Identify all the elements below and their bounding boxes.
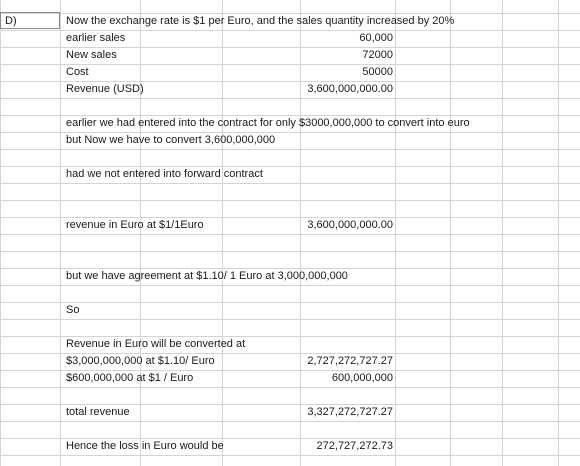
column-divider [395, 0, 396, 466]
cost-label[interactable]: Cost [66, 66, 89, 78]
section-label[interactable]: D) [5, 15, 17, 27]
revenue-euro-label[interactable]: revenue in Euro at $1/1Euro [66, 219, 204, 231]
total-revenue-value[interactable]: 3,327,272,727.27 [307, 406, 393, 418]
earlier-sales-value[interactable]: 60,000 [359, 32, 393, 44]
earlier-sales-label[interactable]: earlier sales [66, 32, 126, 44]
conversion-2-value[interactable]: 600,000,000 [331, 372, 393, 384]
agreement-note[interactable]: but we have agreement at $1.10/ 1 Euro at 3,000,000,000 [66, 270, 348, 282]
note-forward-contract[interactable]: had we not entered into forward contract [66, 168, 263, 180]
heading-cell[interactable]: Now the exchange rate is $1 per Euro, and the sales quantity increased by 20% [66, 15, 455, 27]
cost-value[interactable]: 50000 [362, 66, 393, 78]
conversion-heading[interactable]: Revenue in Euro will be converted at [66, 338, 246, 350]
so-label[interactable]: So [66, 304, 80, 316]
column-divider [140, 0, 141, 466]
conversion-1-label[interactable]: $3,000,000,000 at $1.10/ Euro [66, 355, 215, 367]
note-convert[interactable]: but Now we have to convert 3,600,000,000 [66, 134, 276, 146]
revenue-usd-value[interactable]: 3,600,000,000.00 [307, 83, 393, 95]
loss-value[interactable]: 272,727,272.73 [316, 440, 393, 452]
column-divider [450, 0, 451, 466]
column-divider [60, 0, 61, 466]
column-divider [222, 0, 223, 466]
column-divider [502, 0, 503, 466]
new-sales-label[interactable]: New sales [66, 49, 117, 61]
new-sales-value[interactable]: 72000 [362, 49, 393, 61]
revenue-euro-value[interactable]: 3,600,000,000.00 [307, 219, 393, 231]
note-contract[interactable]: earlier we had entered into the contract for only $3000,000,000 to convert into euro [66, 117, 470, 129]
revenue-usd-label[interactable]: Revenue (USD) [66, 83, 144, 95]
conversion-1-value[interactable]: 2,727,272,727.27 [307, 355, 393, 367]
loss-label[interactable]: Hence the loss in Euro would be [66, 440, 224, 452]
total-revenue-label[interactable]: total revenue [66, 406, 130, 418]
conversion-2-label[interactable]: $600,000,000 at $1 / Euro [66, 372, 194, 384]
column-divider [558, 0, 559, 466]
